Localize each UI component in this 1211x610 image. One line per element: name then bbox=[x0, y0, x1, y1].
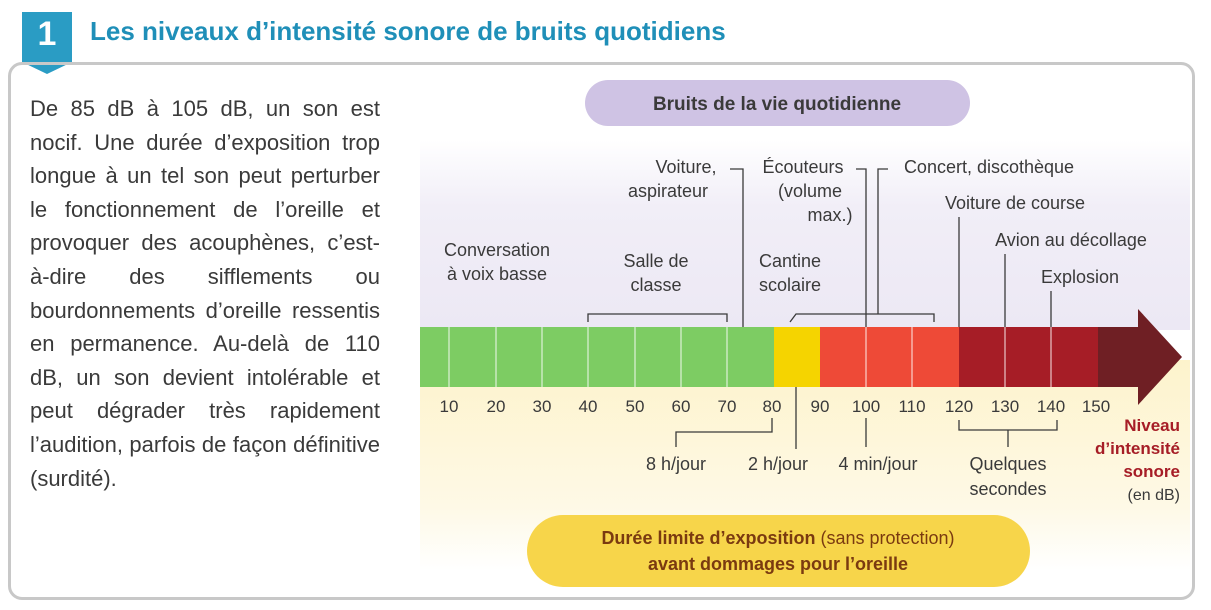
bottom-pill-normal: (sans protection) bbox=[815, 528, 955, 548]
duration-secondes: secondes bbox=[969, 479, 1047, 499]
duration-2h: 2 h/jour bbox=[747, 454, 809, 474]
duration-4min: 4 min/jour bbox=[838, 454, 918, 474]
label-ecouteurs: max.) bbox=[807, 205, 853, 225]
label-avion: Avion au décollage bbox=[995, 230, 1147, 250]
tick-label: 30 bbox=[532, 397, 552, 416]
bar-yellow bbox=[774, 327, 820, 387]
label-salle-de-classe: classe bbox=[630, 275, 682, 295]
top-pill-label: Bruits de la vie quotidienne bbox=[652, 94, 902, 115]
tick-label: 90 bbox=[810, 397, 830, 416]
tick-label: 50 bbox=[625, 397, 645, 416]
tick-label: 110 bbox=[898, 397, 926, 416]
label-salle-de-classe: Salle de bbox=[623, 251, 689, 271]
bottom-pill-bold: Durée limite d’exposition bbox=[601, 528, 816, 548]
tick-label: 40 bbox=[578, 397, 598, 416]
tick-label: 60 bbox=[671, 397, 691, 416]
duration-secondes: Quelques bbox=[969, 454, 1047, 474]
label-cantine: scolaire bbox=[758, 275, 822, 295]
label-voiture-de-course: Voiture de course bbox=[944, 193, 1086, 213]
label-ecouteurs: (volume bbox=[777, 181, 843, 201]
tick-label: 140 bbox=[1036, 397, 1066, 416]
tick-label: 20 bbox=[486, 397, 506, 416]
bar-dark-red bbox=[959, 327, 1098, 387]
tick-label: 80 bbox=[762, 397, 782, 416]
label-voiture: aspirateur bbox=[627, 181, 709, 201]
tick-label: 70 bbox=[717, 397, 737, 416]
duration-8h: 8 h/jour bbox=[645, 454, 707, 474]
tick-label: 150 bbox=[1081, 397, 1111, 416]
bottom-pill bbox=[527, 515, 1030, 587]
tick-label: 100 bbox=[851, 397, 881, 416]
label-conversation: à voix basse bbox=[446, 264, 548, 284]
tick-label: 10 bbox=[439, 397, 459, 416]
axis-ticks bbox=[440, 397, 1111, 416]
label-ecouteurs: Écouteurs bbox=[762, 157, 844, 177]
body-paragraph: De 85 dB à 105 dB, un son est nocif. Une durée d’exposition trop longue à un tel son peut perturber le fonctionnement de l’oreille et provoquer des acouphènes, c’est-à-dire des sifflements ou bourdonnements d’oreille ressentis en permanence. Au-delà de 110 dB, un son devient intolérable et peut dégrader très rapidement l’audition, parfois de façon définitive (surdité). bbox=[30, 96, 380, 491]
bottom-pill-line2: avant dommages pour l’oreille bbox=[647, 554, 909, 574]
bar-red bbox=[820, 327, 959, 387]
label-cantine: Cantine bbox=[758, 251, 822, 271]
bar-green bbox=[420, 327, 774, 387]
tick-label: 130 bbox=[990, 397, 1020, 416]
axis-unit: (en dB) bbox=[1127, 487, 1180, 504]
section-number: 1 bbox=[37, 15, 57, 53]
label-explosion: Explosion bbox=[1040, 267, 1120, 287]
label-voiture: Voiture, bbox=[655, 157, 717, 177]
axis-label-line: sonore bbox=[1123, 462, 1180, 481]
label-conversation: Conversation bbox=[443, 240, 551, 260]
tick-label: 120 bbox=[944, 397, 974, 416]
label-concert: Concert, discothèque bbox=[903, 157, 1075, 177]
axis-label-line: Niveau bbox=[1124, 416, 1180, 435]
page-title: Les niveaux d’intensité sonore de bruits quotidiens bbox=[90, 16, 726, 46]
bottom-pill-line1 bbox=[601, 528, 954, 548]
axis-label-line: d’intensité bbox=[1094, 439, 1180, 458]
